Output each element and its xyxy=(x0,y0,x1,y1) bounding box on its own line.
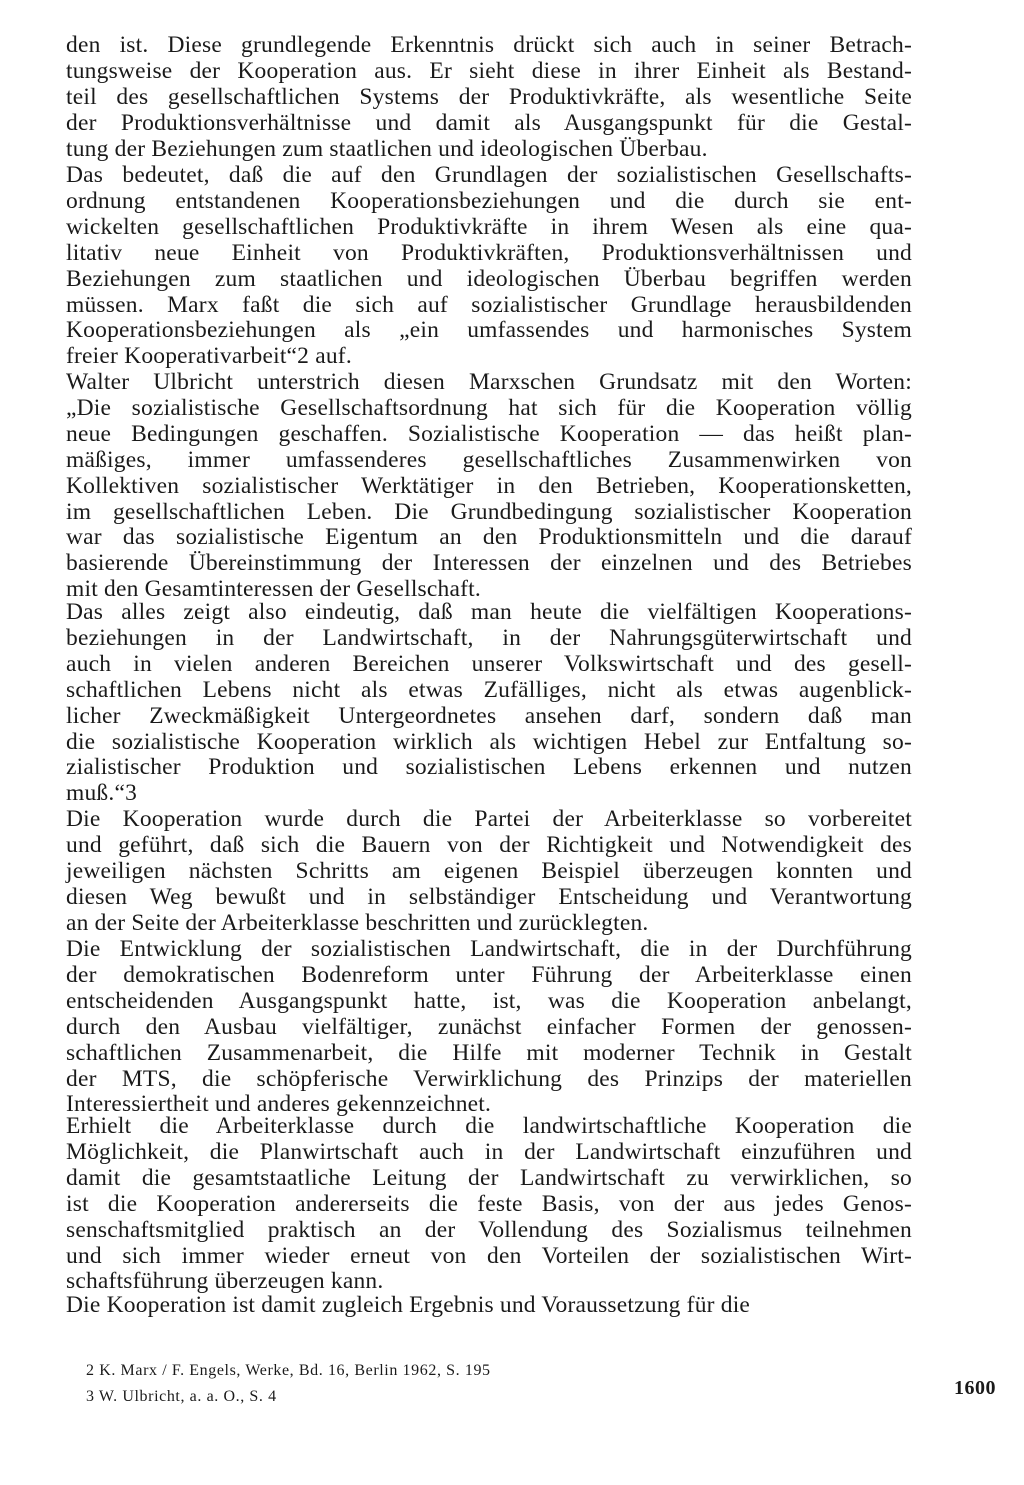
text-line: Die Entwicklung der sozialistischen Landwirtschaft, die in der Durchführung xyxy=(66,936,912,962)
text-line: Die Kooperation ist damit zugleich Ergebnis und Voraussetzung für die xyxy=(66,1292,751,1318)
text-line: schaftlichen Lebens nicht als etwas Zufälliges, nicht als etwas augenblick- xyxy=(66,676,912,703)
text-line: die sozialistische Kooperation wirklich als wichtigen Hebel zur Entfaltung so- xyxy=(66,728,912,755)
text-line: der demokratischen Bodenreform unter Führung der Arbeiterklasse einen xyxy=(66,961,912,988)
text-line: litativ neue Einheit von Produktivkräften, Produktionsverhältnissen und xyxy=(66,239,912,266)
text-line: der MTS, die schöpferische Verwirklichung des Prinzips der materiellen xyxy=(66,1065,912,1092)
text-line: freier Kooperativarbeit“2 auf. xyxy=(66,343,352,370)
paragraph xyxy=(66,1114,912,1295)
text-line: den ist. Diese grundlegende Erkenntnis drückt sich auch in seiner Betrach- xyxy=(66,32,912,58)
text-line: Kooperationsbeziehungen als „ein umfassendes und harmonisches System xyxy=(66,317,912,344)
paragraph xyxy=(66,370,912,603)
paragraph xyxy=(66,1293,912,1319)
text-line: entscheidenden Ausgangspunkt hatte, ist, was die Kooperation anbelangt, xyxy=(66,987,912,1014)
text-line: Beziehungen zum staatlichen und ideologischen Überbau begriffen werden xyxy=(66,265,912,292)
text-line: basierende Übereinstimmung der Interessen der einzelnen und des Betriebes xyxy=(66,550,912,577)
text-line: Kollektiven sozialistischer Werktätiger in den Betrieben, Kooperationsketten, xyxy=(66,472,912,499)
text-line: ist die Kooperation andererseits die feste Basis, von der aus jedes Genos- xyxy=(66,1190,912,1217)
text-line: der Produktionsverhältnisse und damit als Ausgangspunkt für die Gestal- xyxy=(66,109,912,136)
text-line: im gesellschaftlichen Leben. Die Grundbedingung sozialistischer Kooperation xyxy=(66,498,912,525)
paragraph xyxy=(66,807,912,937)
page-number: 1600 xyxy=(954,1377,996,1399)
text-line: zialistischer Produktion und sozialistischen Lebens erkennen und nutzen xyxy=(66,754,912,781)
text-line: schaftsführung überzeugen kann. xyxy=(66,1268,384,1295)
text-line: diesen Weg bewußt und in selbständiger Entscheidung und Verantwortung xyxy=(66,883,912,910)
text-line: mit den Gesamtinteressen der Gesellschaft. xyxy=(66,576,481,603)
text-line: auch in vielen anderen Bereichen unserer Volkswirtschaft und des gesell- xyxy=(66,650,912,677)
text-line: Das bedeutet, daß die auf den Grundlagen der sozialistischen Gesellschafts- xyxy=(66,162,912,188)
text-line: damit die gesamtstaatliche Leitung der Landwirtschaft zu verwirklichen, so xyxy=(66,1164,912,1191)
paragraph xyxy=(66,33,912,163)
text-line: an der Seite der Arbeiterklasse beschritten und zurücklegten. xyxy=(66,909,649,936)
text-line: jeweiligen nächsten Schritts am eigenen Beispiel überzeugen konnten und xyxy=(66,857,912,884)
text-line: wickelten gesellschaftlichen Produktivkräfte in ihrem Wesen als eine qua- xyxy=(66,213,912,240)
text-line: mäßiges, immer umfassenderes gesellschaftliches Zusammenwirken von xyxy=(66,446,912,473)
text-line: Interessiertheit und anderes gekennzeichnet. xyxy=(66,1091,492,1118)
text-line: und sich immer wieder erneut von den Vorteilen der sozialistischen Wirt- xyxy=(66,1242,912,1269)
text-line: Die Kooperation wurde durch die Partei der Arbeiterklasse so vorbereitet xyxy=(66,806,912,832)
text-line: neue Bedingungen geschaffen. Sozialistische Kooperation — das heißt plan- xyxy=(66,420,912,447)
text-line: Erhielt die Arbeiterklasse durch die landwirtschaftliche Kooperation die xyxy=(66,1113,912,1139)
footnote-3: 3 W. Ulbricht, a. a. O., S. 4 xyxy=(86,1388,277,1405)
text-line: Walter Ulbricht unterstrich diesen Marxschen Grundsatz mit den Worten: xyxy=(66,369,912,395)
text-line: müssen. Marx faßt die sich auf sozialistischer Grundlage herausbildenden xyxy=(66,291,912,318)
text-line: ordnung entstandenen Kooperationsbeziehungen und die durch sie ent- xyxy=(66,187,912,214)
text-line: teil des gesellschaftlichen Systems der Produktivkräfte, als wesentliche Seite xyxy=(66,83,912,110)
text-line: schaftlichen Zusammenarbeit, die Hilfe mit moderner Technik in Gestalt xyxy=(66,1039,912,1066)
text-line: tung der Beziehungen zum staatlichen und ideologischen Überbau. xyxy=(66,135,708,162)
text-line: „Die sozialistische Gesellschaftsordnung hat sich für die Kooperation völlig xyxy=(66,394,912,421)
text-line: senschaftsmitglied praktisch an der Vollendung des Sozialismus teilnehmen xyxy=(66,1216,912,1243)
text-line: durch den Ausbau vielfältiger, zunächst einfacher Formen der genossen- xyxy=(66,1013,912,1040)
text-line: und geführt, daß sich die Bauern von der Richtigkeit und Notwendigkeit des xyxy=(66,831,912,858)
text-line: beziehungen in der Landwirtschaft, in der Nahrungsgüterwirtschaft und xyxy=(66,624,912,651)
footnote-2: 2 K. Marx / F. Engels, Werke, Bd. 16, Berlin 1962, S. 195 xyxy=(86,1362,491,1379)
text-line: muß.“3 xyxy=(66,780,138,807)
text-line: tungsweise der Kooperation aus. Er sieht diese in ihrer Einheit als Bestand- xyxy=(66,57,912,84)
paragraph xyxy=(66,937,912,1118)
text-line: licher Zweckmäßigkeit Untergeordnetes ansehen darf, sondern daß man xyxy=(66,702,912,729)
text-line: Das alles zeigt also eindeutig, daß man heute die vielfältigen Kooperations- xyxy=(66,599,912,625)
text-line: war das sozialistische Eigentum an den Produktionsmitteln und die darauf xyxy=(66,524,912,551)
text-line: Möglichkeit, die Planwirtschaft auch in der Landwirtschaft einzuführen und xyxy=(66,1138,912,1165)
paragraph xyxy=(66,600,912,807)
paragraph xyxy=(66,163,912,370)
